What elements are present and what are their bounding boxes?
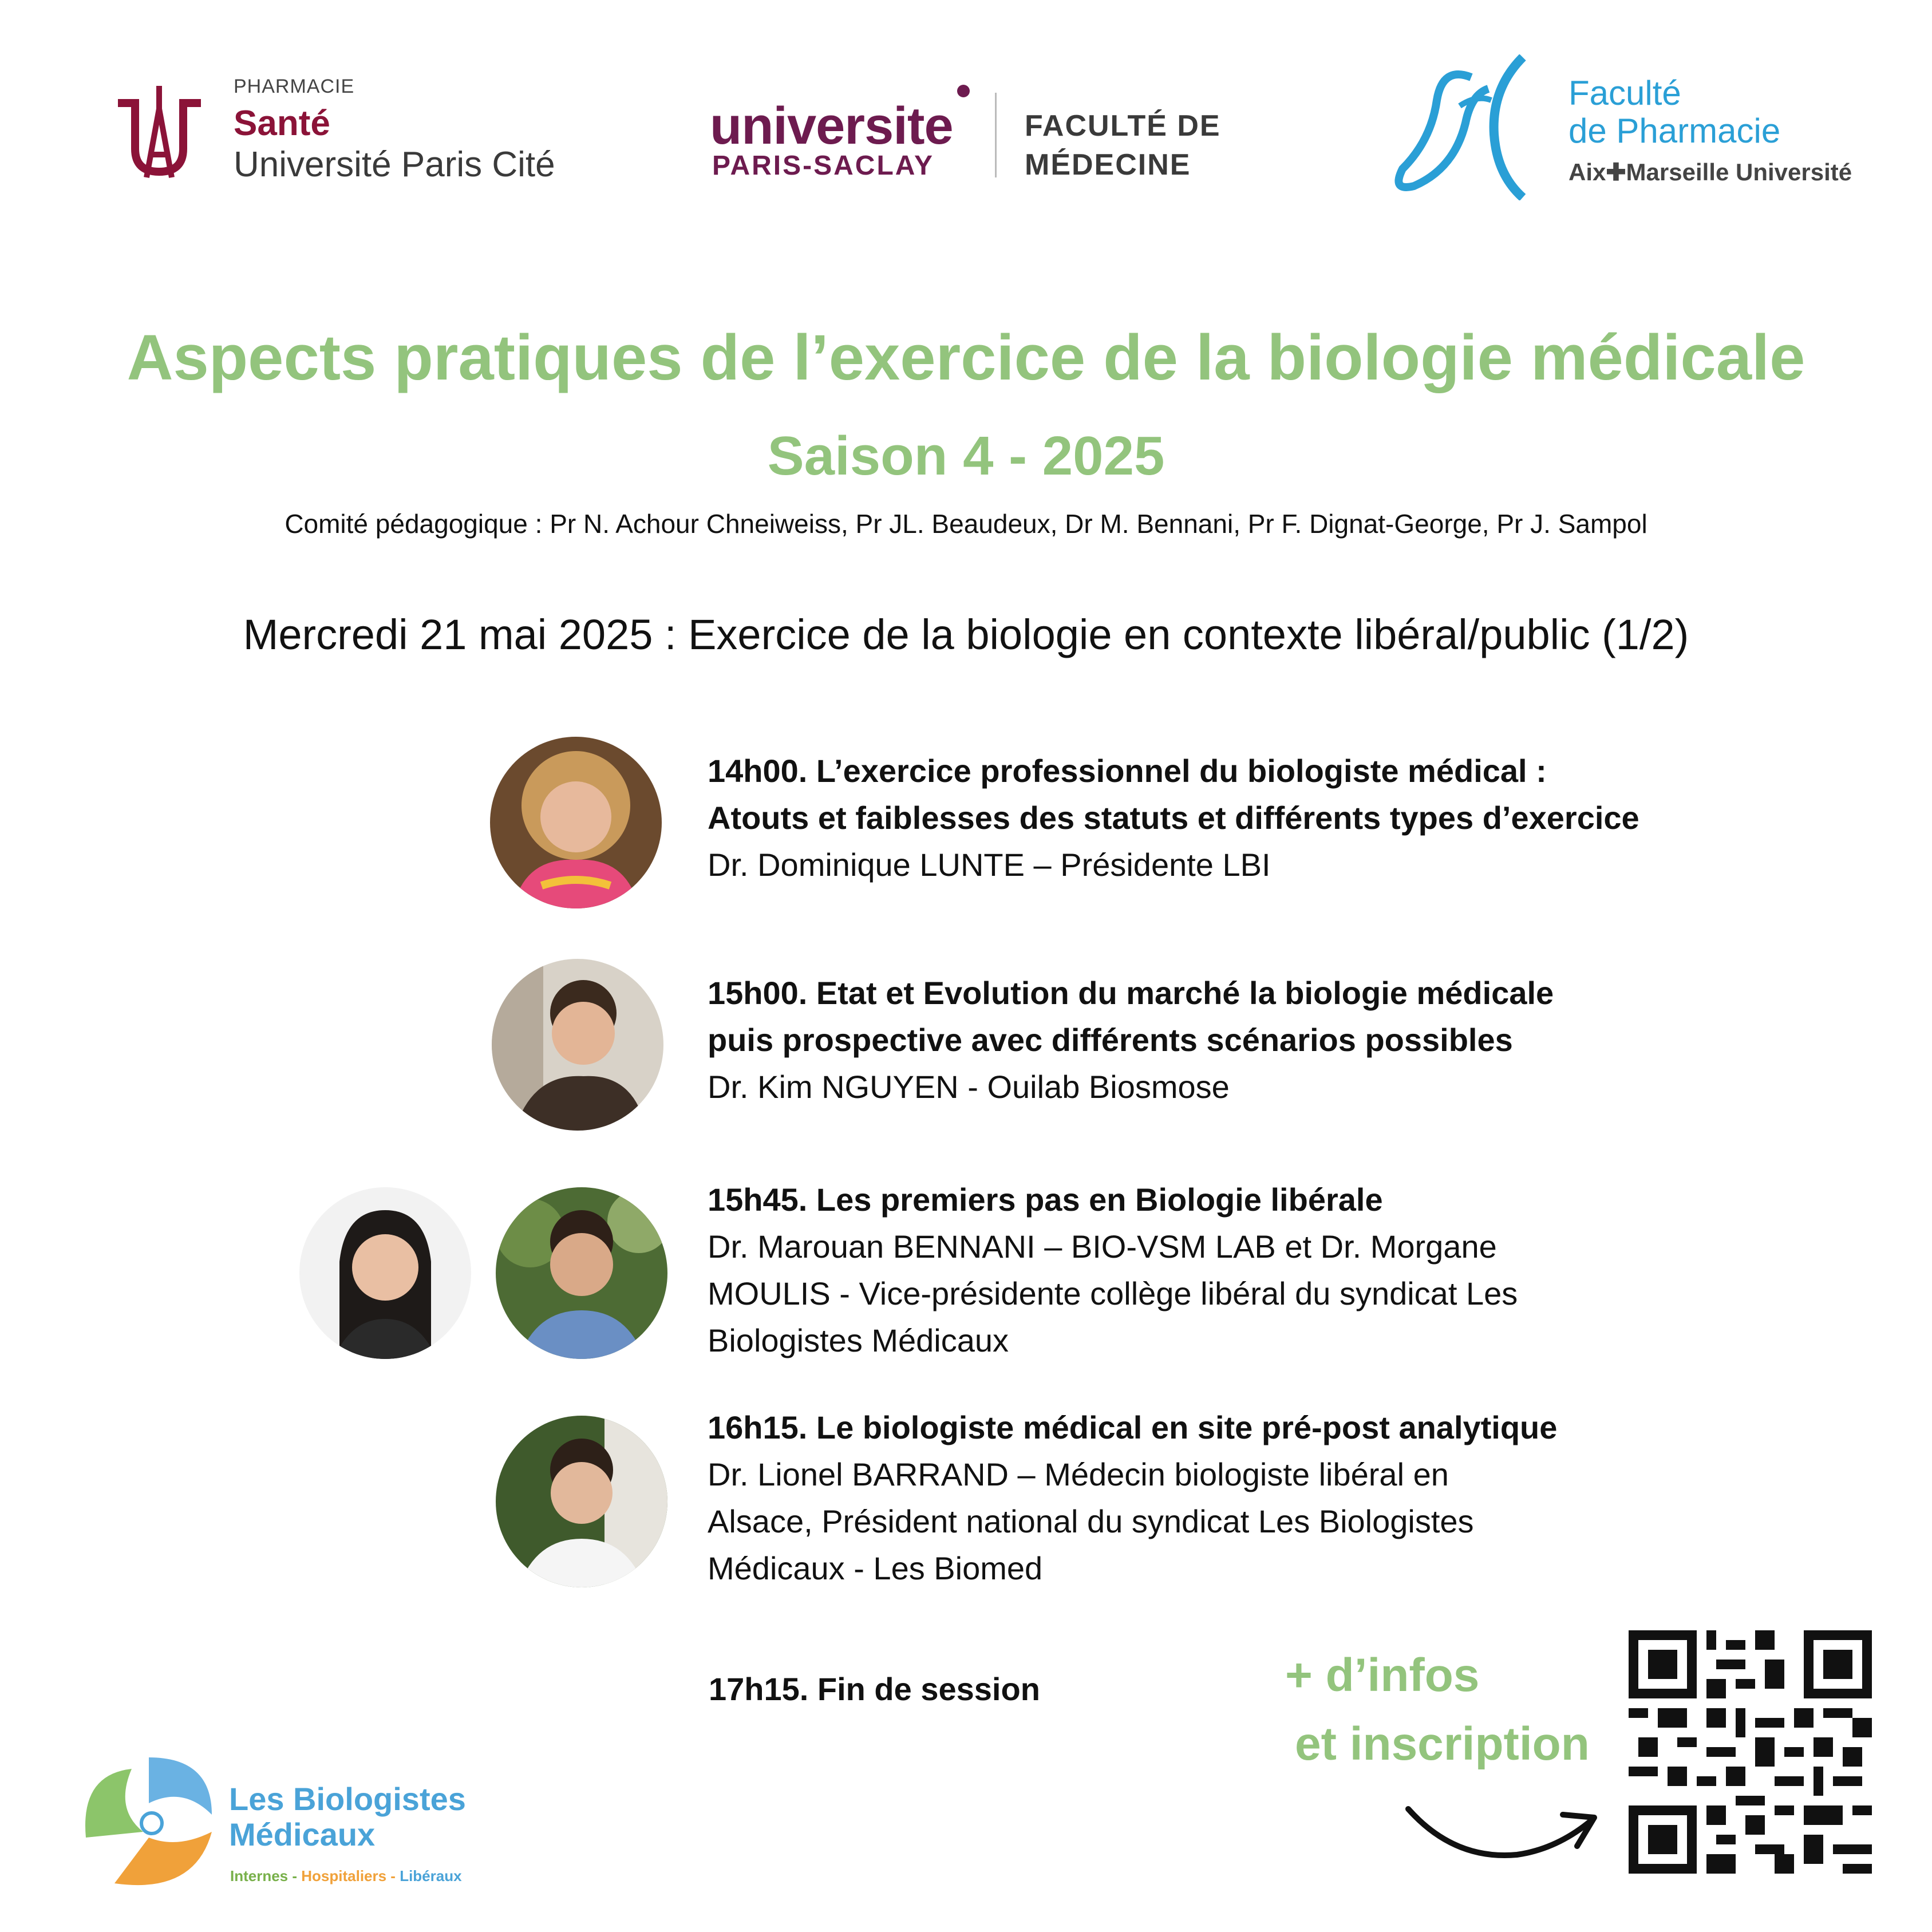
session-speaker: Alsace, Président national du syndicat Les Biologistes [708,1503,1474,1539]
session-item [708,748,1639,888]
curved-arrow-icon [1402,1792,1603,1878]
speaker-photo-barrand [496,1416,667,1587]
ups-medecine-label: MÉDECINE [1025,148,1191,181]
session-end: 17h15. Fin de session [709,1671,1040,1707]
session-title: 14h00. L’exercice professionnel du biologiste médical : [708,753,1547,789]
session-title: 15h00. Etat et Evolution du marché la biologie médicale [708,975,1554,1011]
ups-paris-label: PARIS-SACLAY [712,151,935,181]
upc-logo-icon [112,86,207,183]
lbm-tagline [230,1867,462,1885]
session-title: 15h45. Les premiers pas en Biologie libérale [708,1182,1383,1218]
session-item [708,970,1554,1111]
lbm-name-line2: Médicaux [229,1816,376,1852]
session-item [708,1404,1557,1592]
infos-line1: + d’infos [1285,1649,1480,1701]
qr-code-icon[interactable] [1629,1630,1872,1874]
lbm-name-line1: Les Biologistes [229,1781,466,1817]
session-speaker: Biologistes Médicaux [708,1322,1009,1358]
session-speaker: MOULIS - Vice-présidente collège libéral du syndicat Les [708,1275,1518,1311]
session-speaker: Dr. Marouan BENNANI – BIO-VSM LAB et Dr. Morgane [708,1228,1497,1265]
lbm-tag-liberaux: Libéraux [400,1867,462,1884]
lbm-logo-icon [80,1752,218,1889]
upc-name-label: Université Paris Cité [234,145,555,184]
upc-sante-label: Santé [234,104,330,143]
ups-separator [995,93,997,177]
session-speaker: Médicaux - Les Biomed [708,1550,1043,1586]
amu-faculte-label: Faculté [1568,74,1681,112]
upc-pharmacie-label: PHARMACIE [234,76,355,97]
speaker-photo-moulis [299,1187,471,1359]
ups-universite-label: universite [710,97,953,155]
session-title: Atouts et faiblesses des statuts et différents types d’exercice [708,800,1639,836]
amu-universite-label: Aix✚Marseille Université [1568,159,1852,185]
speaker-photo-nguyen [492,959,663,1131]
lbm-tag-hospitaliers: Hospitaliers - [301,1867,400,1884]
session-title: 16h15. Le biologiste médical en site pré-post analytique [708,1409,1558,1445]
infos-line2: et inscription [1295,1718,1590,1770]
lbm-tag-internes: Internes - [230,1867,302,1884]
page-subtitle: Saison 4 - 2025 [767,425,1165,487]
ups-faculte-label: FACULTÉ DE [1025,109,1221,143]
session-speaker: Dr. Lionel BARRAND – Médecin biologiste libéral en [708,1456,1449,1492]
amu-logo-icon [1391,54,1534,200]
committee-line: Comité pédagogique : Pr N. Achour Chneiweiss, Pr JL. Beaudeux, Dr M. Bennani, Pr F. Dignat-George, Pr J. Sampol [285,509,1647,539]
amu-pharmacie-label: de Pharmacie [1568,112,1781,150]
page-title: Aspects pratiques de l’exercice de la biologie médicale [127,322,1805,393]
speaker-photo-bennani [496,1187,667,1359]
session-title: puis prospective avec différents scénarios possibles [708,1022,1513,1058]
ups-dot-icon [957,85,970,97]
session-speaker: Dr. Dominique LUNTE – Présidente LBI [708,847,1271,883]
session-item [708,1176,1518,1364]
session-date-line: Mercredi 21 mai 2025 : Exercice de la biologie en contexte libéral/public (1/2) [243,611,1689,658]
speaker-photo-lunte [490,737,662,908]
session-speaker: Dr. Kim NGUYEN - Ouilab Biosmose [708,1069,1230,1105]
